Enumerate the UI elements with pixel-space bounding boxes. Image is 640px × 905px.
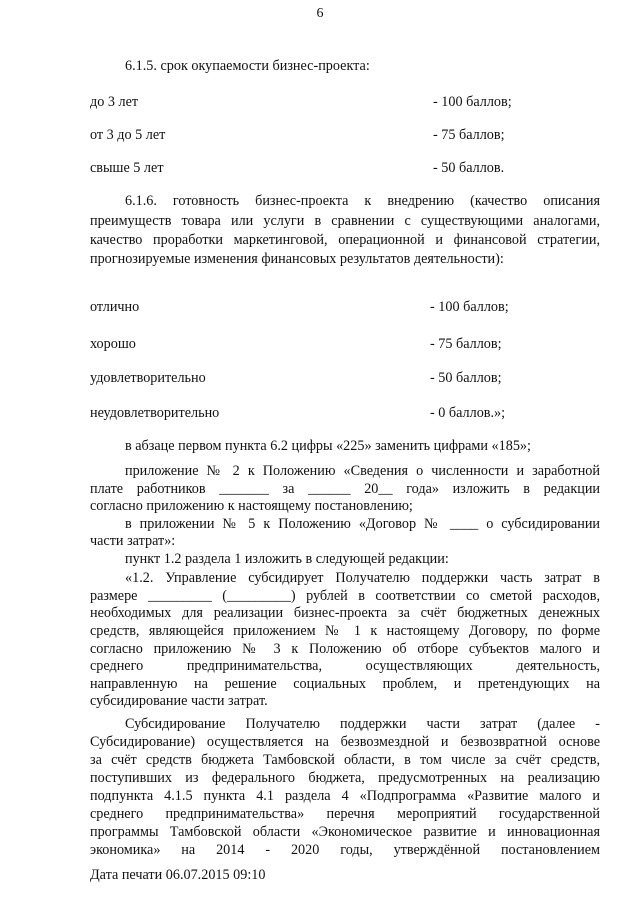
- subsidy-paragraph-line: программы Тамбовской области «Экономическое развитие и инновационная: [90, 824, 600, 840]
- amendment-app2-line: согласно приложению к настоящему постановлению;: [90, 498, 413, 514]
- item-615-row-label: от 3 до 5 лет: [90, 127, 166, 143]
- subsidy-paragraph-line: подпункта 4.1.5 пункта 4.1 раздела 4 «Подпрограмма «Развитие малого и: [90, 788, 600, 804]
- amendment-p12-line: субсидирование части затрат.: [90, 693, 268, 709]
- item-615-row-label: до 3 лет: [90, 94, 139, 110]
- item-615-row-score: - 50 баллов.: [433, 160, 505, 176]
- item-616-paragraph-line: качество проработки маркетинговой, операционной и финансовой стратегии,: [90, 232, 600, 248]
- amendment-p12-line: «1.2. Управление субсидирует Получателю поддержки часть затрат в: [125, 570, 600, 586]
- amendment-p12-line: необходимых для реализации бизнес-проекта за счёт бюджетных денежных: [90, 605, 600, 621]
- amendment-app5-line: части затрат»:: [90, 533, 176, 549]
- subsidy-paragraph-line: поступивших из федерального бюджета, предусмотренных на реализацию: [90, 770, 600, 786]
- amendment-app2-line: приложение № 2 к Положению «Сведения о численности и заработной: [125, 463, 600, 479]
- item-615-row-score: - 100 баллов;: [433, 94, 512, 110]
- item-616-row-score: - 0 баллов.»;: [430, 405, 506, 421]
- print-date-footer: Дата печати 06.07.2015 09:10: [90, 867, 266, 883]
- amendment-p12-line: средств, являющейся приложением № 1 к настоящему Договору, по форме: [90, 623, 600, 639]
- amendment-p12-line: согласно приложению № 3 к Положению об отборе субъектов малого и: [90, 641, 600, 657]
- subsidy-paragraph-line: экономика» на 2014 - 2020 годы, утверждённой постановлением: [90, 842, 600, 858]
- page-number: 6: [316, 6, 324, 21]
- subsidy-paragraph-line: Субсидирование) осуществляется на безвозмездной и безвозвратной основе: [90, 734, 600, 750]
- item-616-row-score: - 50 баллов;: [430, 370, 502, 386]
- subsidy-paragraph-line: Субсидирование Получателю поддержки части затрат (далее -: [125, 716, 600, 732]
- subsidy-paragraph-line: за счёт средств бюджета Тамбовской области, в том числе за счёт средств,: [90, 752, 600, 768]
- item-616-row-label: хорошо: [90, 336, 136, 352]
- item-616-row-score: - 100 баллов;: [430, 299, 509, 315]
- item-616-row-label: удовлетворительно: [90, 370, 206, 386]
- item-616-paragraph-line: прогнозируемые изменения финансовых результатов деятельности):: [90, 251, 504, 267]
- item-615-row-score: - 75 баллов;: [433, 127, 505, 143]
- amendment-p12-intro: пункт 1.2 раздела 1 изложить в следующей редакции:: [125, 551, 449, 567]
- item-615-heading: 6.1.5. срок окупаемости бизнес-проекта:: [125, 58, 370, 74]
- amendment-p12-line: размере _________ (_________) рублей в соответствии со сметой расходов,: [90, 588, 600, 604]
- amendment-p12-line: направленную на решение социальных проблем, и претендующих на: [90, 676, 600, 692]
- item-616-row-label: отлично: [90, 299, 140, 315]
- subsidy-paragraph-line: среднего предпринимательства» перечня мероприятий государственной: [90, 806, 600, 822]
- item-616-paragraph-line: преимуществ товара или услуги в сравнении с существующими аналогами,: [90, 213, 600, 229]
- amendment-p62: в абзаце первом пункта 6.2 цифры «225» заменить цифрами «185»;: [125, 438, 531, 454]
- item-616-paragraph-line: 6.1.6. готовность бизнес-проекта к внедрению (качество описания: [125, 193, 600, 209]
- item-615-row-label: свыше 5 лет: [90, 160, 164, 176]
- item-616-row-label: неудовлетворительно: [90, 405, 220, 421]
- item-616-row-score: - 75 баллов;: [430, 336, 502, 352]
- amendment-p12-line: среднего предпринимательства, осуществляющих деятельность,: [90, 658, 600, 674]
- amendment-app5-line: в приложении № 5 к Положению «Договор № ____ о субсидировании: [125, 516, 600, 532]
- amendment-app2-line: плате работников _______ за ______ 20__ года» изложить в редакции: [90, 481, 600, 497]
